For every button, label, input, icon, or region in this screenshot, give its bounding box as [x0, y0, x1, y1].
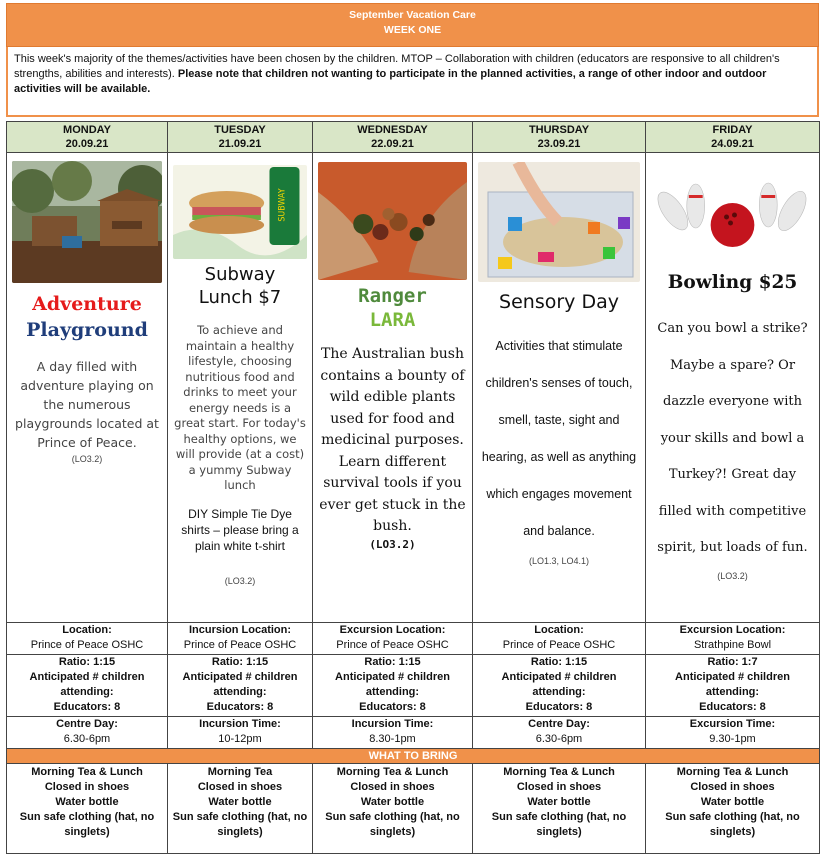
- bring-monday: Morning Tea & Lunch Closed in shoes Water bottle Sun safe clothing (hat, no singlets): [7, 764, 168, 854]
- planner-header: [6, 3, 819, 47]
- activity-title-thursday: Sensory Day: [499, 291, 619, 313]
- what-to-bring-header: WHAT TO BRING: [7, 749, 820, 764]
- activity-desc-thursday: Activities that stimulate children's senses of touch, smell, taste, sight and hearing, as well as anything which engages movement and balance.: [481, 339, 637, 538]
- bush-food-photo: [318, 162, 467, 280]
- activity-title-wednesday: Ranger LARA: [358, 285, 427, 331]
- time-wednesday: Incursion Time: 8.30-1pm: [313, 717, 473, 749]
- subway-photo: [173, 165, 307, 259]
- intro-text: [6, 47, 819, 117]
- activity-title-tuesday: Subway Lunch $7: [198, 264, 282, 308]
- time-tuesday: Incursion Time: 10-12pm: [168, 717, 313, 749]
- schedule-table: [6, 121, 820, 854]
- day-header-wednesday: WEDNESDAY 22.09.21: [313, 122, 473, 153]
- planner-title: September Vacation Care: [349, 9, 476, 21]
- ratio-friday: Ratio: 1:7 Anticipated # children attending: Educators: 8: [646, 655, 820, 717]
- activity-desc-tuesday: To achieve and maintain a healthy lifestyle, choosing nutritious food and drinks to meet your energy needs is a great start. For today's healthy options, we will provide (at a cost) a yummy Subway lunch: [174, 323, 306, 492]
- activity-tuesday: [168, 153, 313, 623]
- playground-photo: [12, 161, 162, 283]
- lo-thursday: (LO1.3, LO4.1): [528, 556, 590, 566]
- location-monday: Location: Prince of Peace OSHC: [7, 623, 168, 655]
- activity-desc-friday: Can you bowl a strike? Maybe a spare? Or dazzle everyone with your skills and bowl a Turkey?! Great day filled with competitive spirit, but loads of fun.: [657, 321, 808, 555]
- vacation-care-planner: [6, 3, 819, 854]
- bring-tuesday: Morning Tea Closed in shoes Water bottle Sun safe clothing (hat, no singlets): [168, 764, 313, 854]
- ratio-thursday: Ratio: 1:15 Anticipated # children attending: Educators: 8: [473, 655, 646, 717]
- week-label: WEEK ONE: [383, 24, 442, 36]
- location-wednesday: Excursion Location: Prince of Peace OSHC: [313, 623, 473, 655]
- lo-tuesday: (LO3.2): [224, 575, 256, 586]
- activity-desc-monday: A day filled with adventure playing on the numerous playgrounds located at Prince of Peace.: [15, 359, 159, 450]
- bring-friday: Morning Tea & Lunch Closed in shoes Water bottle Sun safe clothing (hat, no singlets): [646, 764, 820, 854]
- activity-thursday: [473, 153, 646, 623]
- ratio-tuesday: Ratio: 1:15 Anticipated # children attending: Educators: 8: [168, 655, 313, 717]
- activity-monday: [7, 153, 168, 623]
- activity-wednesday: [313, 153, 473, 623]
- activity-extra-tuesday: DIY Simple Tie Dye shirts – please bring a plain white t-shirt: [181, 506, 299, 553]
- day-header-thursday: THURSDAY 23.09.21: [473, 122, 646, 153]
- day-header-friday: FRIDAY 24.09.21: [646, 122, 820, 153]
- location-tuesday: Incursion Location: Prince of Peace OSHC: [168, 623, 313, 655]
- activity-friday: [646, 153, 820, 623]
- ratio-monday: Ratio: 1:15 Anticipated # children attending: Educators: 8: [7, 655, 168, 717]
- activity-title-friday: Bowling $25: [667, 272, 798, 293]
- day-header-monday: MONDAY 20.09.21: [7, 122, 168, 153]
- bring-wednesday: Morning Tea & Lunch Closed in shoes Water bottle Sun safe clothing (hat, no singlets): [313, 764, 473, 854]
- bring-thursday: Morning Tea & Lunch Closed in shoes Water bottle Sun safe clothing (hat, no singlets): [473, 764, 646, 854]
- svg-text:SUBWAY: SUBWAY: [276, 188, 287, 222]
- time-thursday: Centre Day: 6.30-6pm: [473, 717, 646, 749]
- location-friday: Excursion Location: Strathpine Bowl: [646, 623, 820, 655]
- activity-desc-wednesday: The Australian bush contains a bounty of wild edible plants used for food and medicinal purposes. Learn different survival tools if you ever get stuck in the bush.: [319, 346, 466, 534]
- time-friday: Excursion Time: 9.30-1pm: [646, 717, 820, 749]
- lo-friday: (LO3.2): [717, 570, 748, 581]
- ratio-wednesday: Ratio: 1:15 Anticipated # children attending: Educators: 8: [313, 655, 473, 717]
- day-header-tuesday: TUESDAY 21.09.21: [168, 122, 313, 153]
- activity-title-monday: Adventure Playground: [26, 293, 148, 341]
- intro-bold: Please note that children not wanting to participate in the planned activities, a range of other indoor and outdoor activities will be available.: [14, 68, 767, 95]
- bowling-image: [651, 171, 814, 251]
- time-monday: Centre Day: 6.30-6pm: [7, 717, 168, 749]
- location-thursday: Location: Prince of Peace OSHC: [473, 623, 646, 655]
- lo-monday: (LO3.2): [71, 454, 103, 464]
- intro-normal: This week's majority of the themes/activities have been chosen by the children. MTOP – Collaboration with children (educators are responsive to all children's strengths, abilities and interests).: [14, 53, 780, 80]
- lo-wednesday: (LO3.2): [369, 537, 416, 551]
- sensory-tub-photo: [478, 162, 640, 282]
